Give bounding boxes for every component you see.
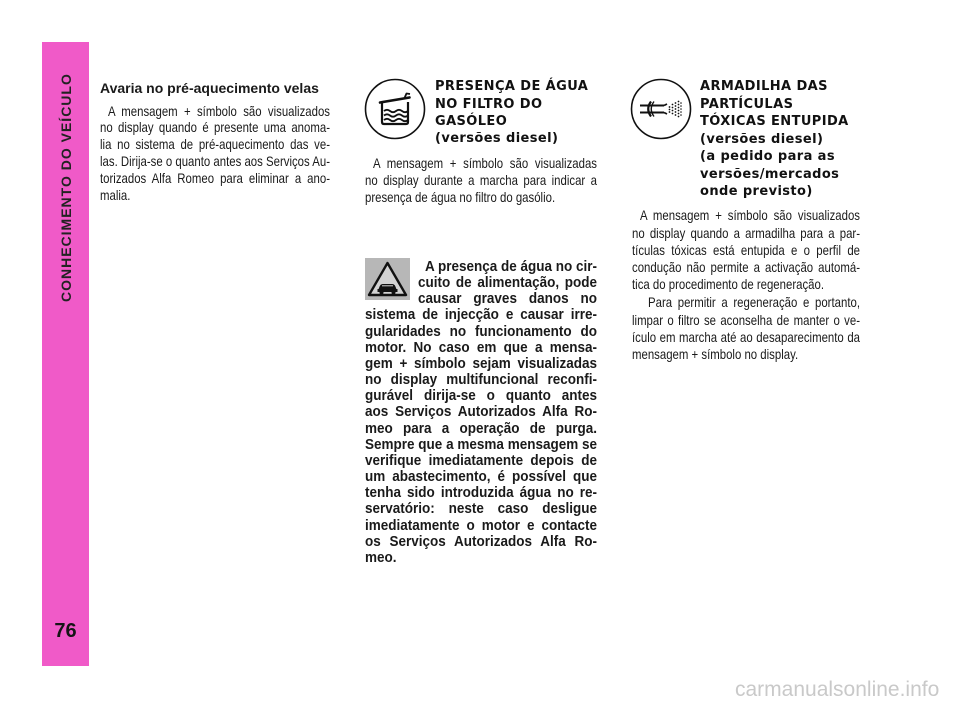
heading-line: (versões diesel) <box>435 131 559 147</box>
paragraph-line: malia. <box>100 186 131 203</box>
warning-line: verifique imediatamente depois de <box>365 452 598 469</box>
heading-line: GASÓLEO <box>435 113 508 129</box>
paragraph-line: tica do procedimento de regeneração. <box>632 276 825 293</box>
particulate-trap-icon <box>630 78 692 140</box>
paragraph-line: torizados Alfa Romeo para eliminar a ano- <box>100 169 331 186</box>
warning-line: meo. <box>365 549 397 566</box>
paragraph-line: A mensagem + símbolo são visualizados <box>640 207 860 224</box>
warning-line: servatório: neste caso desligue <box>365 501 598 518</box>
warning-line: os Serviços Autorizados Alfa Ro- <box>365 533 598 550</box>
section-sidebar <box>42 42 89 666</box>
paragraph-line: A mensagem + símbolo são visualizados <box>108 102 330 119</box>
warning-line: Sempre que a mesma mensagem se <box>365 436 598 453</box>
heading-line: TÓXICAS ENTUPIDA <box>700 114 849 130</box>
paragraph-line: presença de água no filtro do gasólio. <box>365 188 556 205</box>
warning-line: cuito de alimentação, pode <box>418 275 598 292</box>
page-number: 76 <box>54 620 77 642</box>
warning-line: tenha sido introduzida água no re- <box>365 485 598 502</box>
warning-line: no display multifuncional reconfi- <box>365 372 598 389</box>
section-heading-glow-plug-fault: Avaria no pré-aquecimento velas <box>100 80 319 96</box>
watermark: carmanualsonline.info <box>735 678 940 701</box>
warning-line: gem + símbolo sejam visualizadas <box>365 355 598 372</box>
warning-line: gularidades no funcionamento do <box>365 323 598 340</box>
paragraph-line: mensagem + símbolo no display. <box>632 346 799 363</box>
heading-line: ARMADILHA DAS <box>700 79 828 95</box>
heading-line: PRESENÇA DE ÁGUA <box>435 79 589 95</box>
warning-line: causar graves danos no <box>418 291 598 308</box>
warning-line: meo para a operação de purga. <box>365 420 598 437</box>
particulate-trap-paragraph-1 <box>632 207 860 293</box>
paragraph-line: A mensagem + símbolo são visualizadas <box>373 154 597 171</box>
paragraph-line: no display quando a armadilha para a par- <box>632 224 861 241</box>
paragraph-line: ículo em marcha até ao desaparecimento da <box>632 328 861 345</box>
section-heading-particulate-trap <box>700 78 849 201</box>
water-in-fuel-filter-icon <box>364 78 426 140</box>
heading-line: (versões diesel) <box>700 131 824 147</box>
heading-line: onde previsto) <box>700 184 813 200</box>
warning-line: um abastecimento, é possível que <box>365 469 598 486</box>
warning-line: imediatamente o motor e contacte <box>365 517 598 534</box>
paragraph-line: limpar o filtro se aconselha de manter o ve- <box>632 311 861 328</box>
paragraph-line: Para permitir a regeneração e portanto, <box>648 294 860 311</box>
warning-line: aos Serviços Autorizados Alfa Ro- <box>365 404 598 421</box>
heading-line: versões/mercados <box>700 166 840 182</box>
warning-paragraph <box>365 259 597 566</box>
section-title: CONHECIMENTO DO VEÍCULO <box>58 73 74 302</box>
heading-line: (a pedido para as <box>700 149 835 165</box>
paragraph-line: no display durante a marcha para indicar a <box>365 171 597 188</box>
paragraph-line: no display quando é presente uma anoma- <box>100 119 330 136</box>
heading-line: NO FILTRO DO <box>435 96 543 112</box>
section-heading-water-in-filter <box>435 78 588 147</box>
paragraph-line: condução não permite a activação automá- <box>632 259 861 276</box>
particulate-trap-paragraph-2 <box>632 294 860 363</box>
warning-line: motor. No caso em que a mensa- <box>365 339 598 356</box>
warning-line: sistema de injecção e causar irre- <box>365 307 598 324</box>
water-in-filter-paragraph <box>365 155 597 206</box>
paragraph-line: lia no sistema de pré-aquecimento das ve- <box>100 136 330 153</box>
paragraph-line: las. Dirija-se o quanto antes aos Serviços Au- <box>100 152 330 169</box>
glow-plug-paragraph <box>100 103 330 204</box>
heading-line: PARTÍCULAS <box>700 96 794 112</box>
paragraph-line: tículas tóxicas está entupida e o perfil de <box>632 241 861 258</box>
warning-line: gurável dirija-se o quanto antes <box>365 388 598 405</box>
warning-line: A presença de água no cir- <box>425 258 598 275</box>
